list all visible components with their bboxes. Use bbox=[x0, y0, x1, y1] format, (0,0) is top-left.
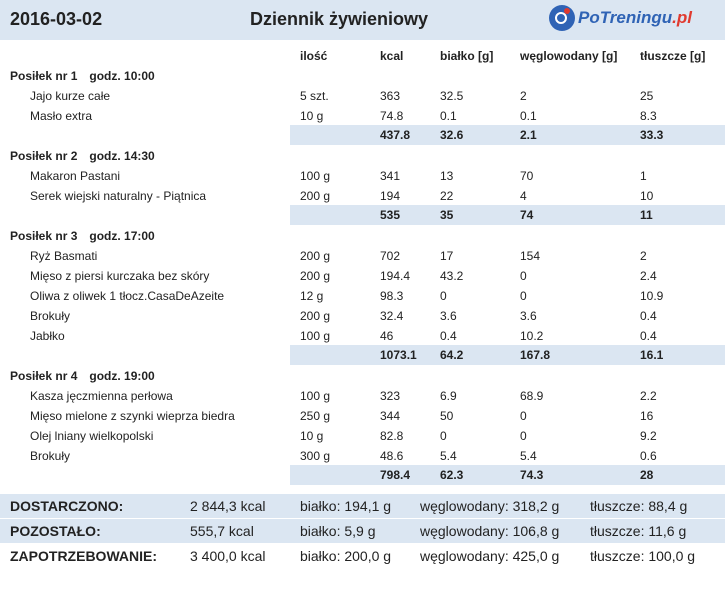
food-kcal: 98.3 bbox=[380, 289, 404, 303]
food-name: Jabłko bbox=[30, 329, 65, 343]
summary-kcal: 555,7 kcal bbox=[190, 523, 254, 539]
total-fat: 16.1 bbox=[640, 348, 664, 362]
summary-row bbox=[0, 544, 725, 568]
food-fat: 0.4 bbox=[640, 329, 657, 343]
food-fat: 10.9 bbox=[640, 289, 664, 303]
total-carbs: 74 bbox=[520, 208, 534, 222]
food-protein: 32.5 bbox=[440, 89, 464, 103]
col-header-fat: tłuszcze [g] bbox=[640, 49, 706, 63]
meal-name: Posiłek nr 1 bbox=[10, 69, 78, 83]
food-protein: 43.2 bbox=[440, 269, 464, 283]
food-name: Brokuły bbox=[30, 449, 71, 463]
summary-row bbox=[0, 519, 725, 543]
food-carbs: 0 bbox=[520, 409, 527, 423]
logo-icon bbox=[549, 5, 575, 31]
total-protein: 64.2 bbox=[440, 348, 464, 362]
meal-header bbox=[10, 229, 155, 243]
food-fat: 2.2 bbox=[640, 389, 657, 403]
food-protein: 0 bbox=[440, 289, 447, 303]
food-kcal: 74.8 bbox=[380, 109, 404, 123]
food-carbs: 0.1 bbox=[520, 109, 537, 123]
total-kcal: 535 bbox=[380, 208, 401, 222]
food-name: Mięso mielone z szynki wieprza biedra bbox=[30, 409, 235, 423]
summary-carbs: węglowodany: 318,2 g bbox=[420, 498, 560, 514]
total-protein: 32.6 bbox=[440, 128, 464, 142]
col-header-protein: białko [g] bbox=[440, 49, 494, 63]
total-fat: 28 bbox=[640, 468, 654, 482]
food-qty: 12 g bbox=[300, 289, 324, 303]
food-name: Serek wiejski naturalny - Piątnica bbox=[30, 189, 207, 203]
food-qty: 10 g bbox=[300, 109, 324, 123]
page-title: Dziennik żywieniowy bbox=[250, 9, 429, 29]
food-kcal: 344 bbox=[380, 409, 401, 423]
summary-fat: tłuszcze: 100,0 g bbox=[590, 548, 696, 564]
food-kcal: 363 bbox=[380, 89, 401, 103]
food-name: Oliwa z oliwek 1 tłocz.CasaDeAzeite bbox=[30, 289, 225, 303]
total-protein: 62.3 bbox=[440, 468, 464, 482]
summary-protein: białko: 200,0 g bbox=[300, 548, 392, 564]
food-protein: 13 bbox=[440, 169, 454, 183]
summary-label: POZOSTAŁO: bbox=[10, 523, 101, 539]
brand-logo[interactable] bbox=[549, 4, 692, 32]
page-header bbox=[0, 0, 725, 40]
meal-time: godz. 17:00 bbox=[89, 229, 155, 243]
food-carbs: 70 bbox=[520, 169, 534, 183]
total-protein: 35 bbox=[440, 208, 454, 222]
food-name: Brokuły bbox=[30, 309, 71, 323]
food-kcal: 702 bbox=[380, 249, 401, 263]
summary-protein: białko: 194,1 g bbox=[300, 498, 392, 514]
meal-total-row bbox=[290, 205, 725, 225]
food-fat: 0.4 bbox=[640, 309, 657, 323]
food-protein: 50 bbox=[440, 409, 454, 423]
food-carbs: 0 bbox=[520, 269, 527, 283]
food-kcal: 323 bbox=[380, 389, 401, 403]
food-carbs: 5.4 bbox=[520, 449, 537, 463]
meal-header bbox=[10, 69, 155, 83]
meal-time: godz. 19:00 bbox=[89, 369, 155, 383]
food-carbs: 3.6 bbox=[520, 309, 537, 323]
food-kcal: 32.4 bbox=[380, 309, 404, 323]
food-name: Jajo kurze całe bbox=[30, 89, 111, 103]
meal-time: godz. 14:30 bbox=[89, 149, 155, 163]
col-header-carbs: węglowodany [g] bbox=[520, 49, 618, 63]
food-protein: 6.9 bbox=[440, 389, 457, 403]
total-kcal: 1073.1 bbox=[380, 348, 417, 362]
meal-name: Posiłek nr 3 bbox=[10, 229, 78, 243]
food-fat: 16 bbox=[640, 409, 654, 423]
food-qty: 100 g bbox=[300, 169, 331, 183]
food-protein: 17 bbox=[440, 249, 454, 263]
meal-time: godz. 10:00 bbox=[89, 69, 155, 83]
food-fat: 0.6 bbox=[640, 449, 657, 463]
food-qty: 300 g bbox=[300, 449, 331, 463]
summary-label: ZAPOTRZEBOWANIE: bbox=[10, 548, 157, 564]
food-qty: 200 g bbox=[300, 309, 331, 323]
food-kcal: 341 bbox=[380, 169, 401, 183]
summary-protein: białko: 5,9 g bbox=[300, 523, 376, 539]
summary-kcal: 2 844,3 kcal bbox=[190, 498, 266, 514]
food-name: Mięso z piersi kurczaka bez skóry bbox=[30, 269, 210, 283]
meal-total-row bbox=[290, 465, 725, 485]
food-fat: 2 bbox=[640, 249, 647, 263]
food-qty: 10 g bbox=[300, 429, 324, 443]
food-fat: 1 bbox=[640, 169, 647, 183]
diary-date: 2016-03-02 bbox=[10, 9, 103, 29]
food-name: Ryż Basmati bbox=[30, 249, 98, 263]
food-protein: 0.4 bbox=[440, 329, 457, 343]
food-protein: 0 bbox=[440, 429, 447, 443]
food-kcal: 48.6 bbox=[380, 449, 404, 463]
food-carbs: 154 bbox=[520, 249, 541, 263]
food-carbs: 0 bbox=[520, 429, 527, 443]
col-header-kcal: kcal bbox=[380, 49, 404, 63]
meal-name: Posiłek nr 4 bbox=[10, 369, 78, 383]
food-qty: 200 g bbox=[300, 249, 331, 263]
total-kcal: 437.8 bbox=[380, 128, 411, 142]
food-kcal: 194 bbox=[380, 189, 401, 203]
summary-fat: tłuszcze: 11,6 g bbox=[590, 523, 687, 539]
food-qty: 100 g bbox=[300, 389, 331, 403]
food-kcal: 46 bbox=[380, 329, 394, 343]
food-protein: 0.1 bbox=[440, 109, 457, 123]
food-fat: 10 bbox=[640, 189, 654, 203]
food-name: Kasza jęczmienna perłowa bbox=[30, 389, 173, 403]
food-fat: 25 bbox=[640, 89, 654, 103]
food-carbs: 2 bbox=[520, 89, 527, 103]
meal-total-row bbox=[290, 125, 725, 145]
food-carbs: 10.2 bbox=[520, 329, 544, 343]
food-name: Makaron Pastani bbox=[30, 169, 121, 183]
total-carbs: 2.1 bbox=[520, 128, 537, 142]
food-fat: 9.2 bbox=[640, 429, 657, 443]
total-kcal: 798.4 bbox=[380, 468, 411, 482]
summary-row bbox=[0, 494, 725, 518]
summary-kcal: 3 400,0 kcal bbox=[190, 548, 266, 564]
food-qty: 250 g bbox=[300, 409, 331, 423]
logo-text: PoTreningu.pl bbox=[578, 8, 692, 27]
food-qty: 100 g bbox=[300, 329, 331, 343]
total-fat: 33.3 bbox=[640, 128, 664, 142]
food-qty: 200 g bbox=[300, 189, 331, 203]
meal-total-row bbox=[290, 345, 725, 365]
summary-carbs: węglowodany: 425,0 g bbox=[420, 548, 560, 564]
food-name: Olej lniany wielkopolski bbox=[30, 429, 154, 443]
food-fat: 2.4 bbox=[640, 269, 657, 283]
food-qty: 5 szt. bbox=[300, 89, 329, 103]
total-carbs: 74.3 bbox=[520, 468, 544, 482]
total-carbs: 167.8 bbox=[520, 348, 551, 362]
food-name: Masło extra bbox=[30, 109, 93, 123]
food-protein: 22 bbox=[440, 189, 454, 203]
meal-name: Posiłek nr 2 bbox=[10, 149, 78, 163]
summary-carbs: węglowodany: 106,8 g bbox=[420, 523, 560, 539]
food-kcal: 82.8 bbox=[380, 429, 404, 443]
food-carbs: 68.9 bbox=[520, 389, 544, 403]
food-kcal: 194.4 bbox=[380, 269, 411, 283]
meal-header bbox=[10, 369, 155, 383]
meal-header bbox=[10, 149, 155, 163]
total-fat: 11 bbox=[640, 208, 653, 222]
summary-fat: tłuszcze: 88,4 g bbox=[590, 498, 688, 514]
food-fat: 8.3 bbox=[640, 109, 657, 123]
food-qty: 200 g bbox=[300, 269, 331, 283]
food-carbs: 4 bbox=[520, 189, 527, 203]
food-protein: 3.6 bbox=[440, 309, 457, 323]
food-protein: 5.4 bbox=[440, 449, 457, 463]
col-header-qty: ilość bbox=[300, 49, 328, 63]
summary-label: DOSTARCZONO: bbox=[10, 498, 124, 514]
food-carbs: 0 bbox=[520, 289, 527, 303]
